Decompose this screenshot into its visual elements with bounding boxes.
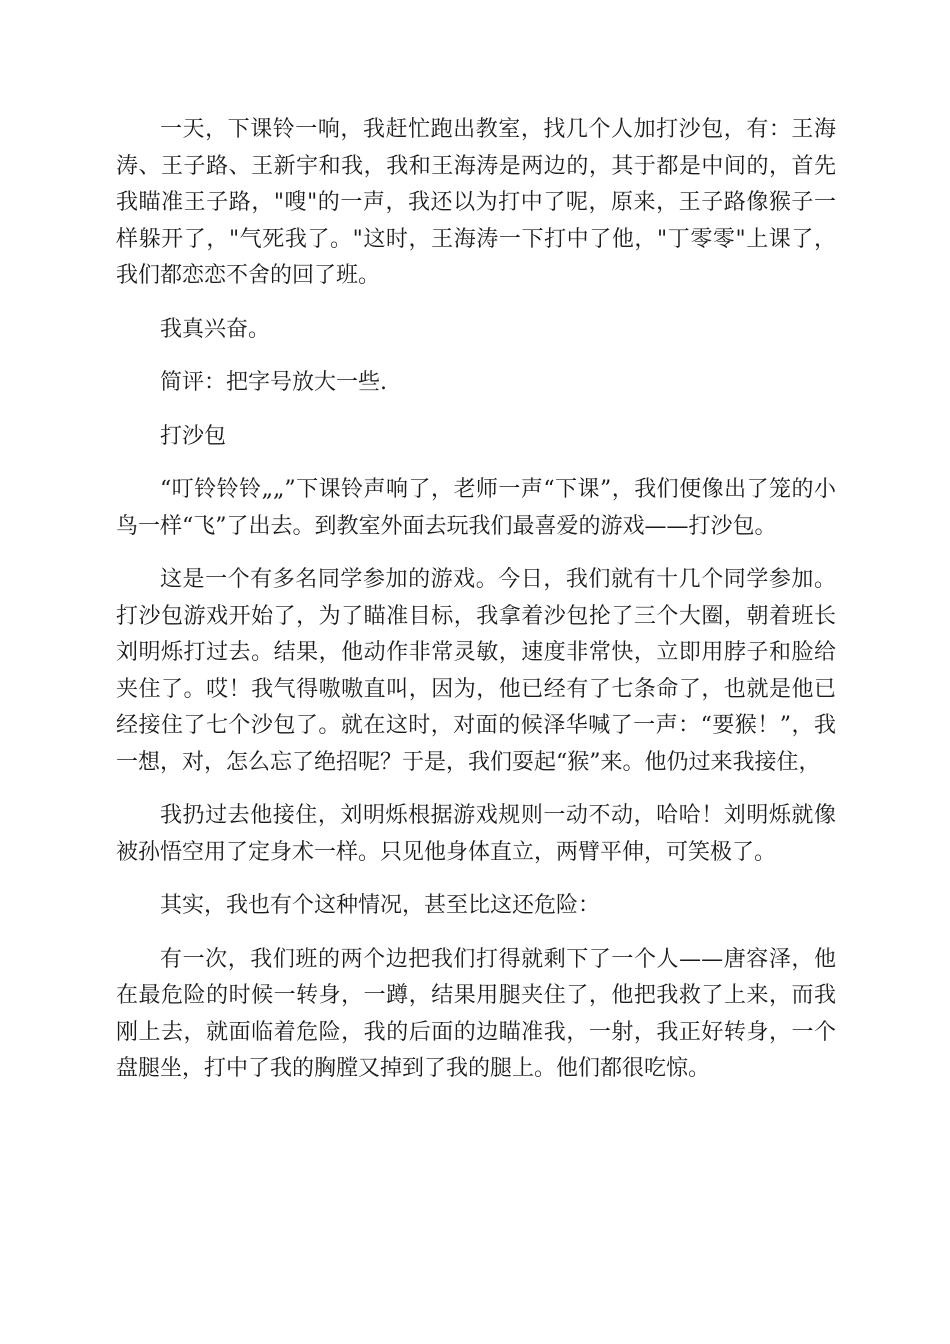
paragraph-once: 有一次，我们班的两个边把我们打得就剩下了一个人——唐容泽，他在最危险的时候一转身，一蹲，结果用腿夹住了，他把我救了上来，而我刚上去，就面临着危险，我的后面的边瞄准我，一射，我正好转身，一个盘腿坐，打中了我的胸膛又掉到了我的腿上。他们都很吃惊。 (116, 946, 836, 1081)
paragraph-throw: 我扔过去他接住，刘明烁根据游戏规则一动不动，哈哈！刘明烁就像被孙悟空用了定身术一样。只见他身体直立，两臂平伸，可笑极了。 (116, 803, 836, 865)
paragraph-story-one: 一天，下课铃一响，我赶忙跑出教室，找几个人加打沙包，有：王海涛、王子路、王新宇和我，我和王海涛是两边的，其于都是中间的，首先我瞄准王子路，"嗖"的一声，我还以为打中了呢，原来，王子路像猴子一样躲开了，"气死我了。"这时，王海涛一下打中了他，"丁零零"上课了，我们都恋恋不舍的回了班。 (116, 117, 836, 288)
paragraph-bell: “叮铃铃铃„„”下课铃声响了，老师一声“下课”，我们便像出了笼的小鸟一样“飞”了出去。到教室外面去玩我们最喜爱的游戏——打沙包。 (116, 477, 836, 539)
paragraph-excited: 我真兴奋。 (160, 316, 271, 342)
document-page (116, 112, 836, 1105)
paragraph-game: 这是一个有多名同学参加的游戏。今日，我们就有十几个同学参加。打沙包游戏开始了，为了瞄准目标，我拿着沙包抡了三个大圈，朝着班长刘明烁打过去。结果，他动作非常灵敏，速度非常快，立即用脖子和脸给夹住了。哎！我气得嗷嗷直叫，因为，他已经有了七条命了，也就是他已经接住了七个沙包了。就在这时，对面的候泽华喊了一声：“要猴！”，我一想，对，怎么忘了绝招呢？于是，我们耍起“猴”来。他仍过来我接住， (116, 567, 836, 775)
paragraph-review: 简评：把字号放大一些. (160, 370, 387, 395)
paragraph-danger: 其实，我也有个这种情况，甚至比这还危险： (160, 893, 601, 918)
essay-title: 打沙包 (160, 423, 227, 449)
